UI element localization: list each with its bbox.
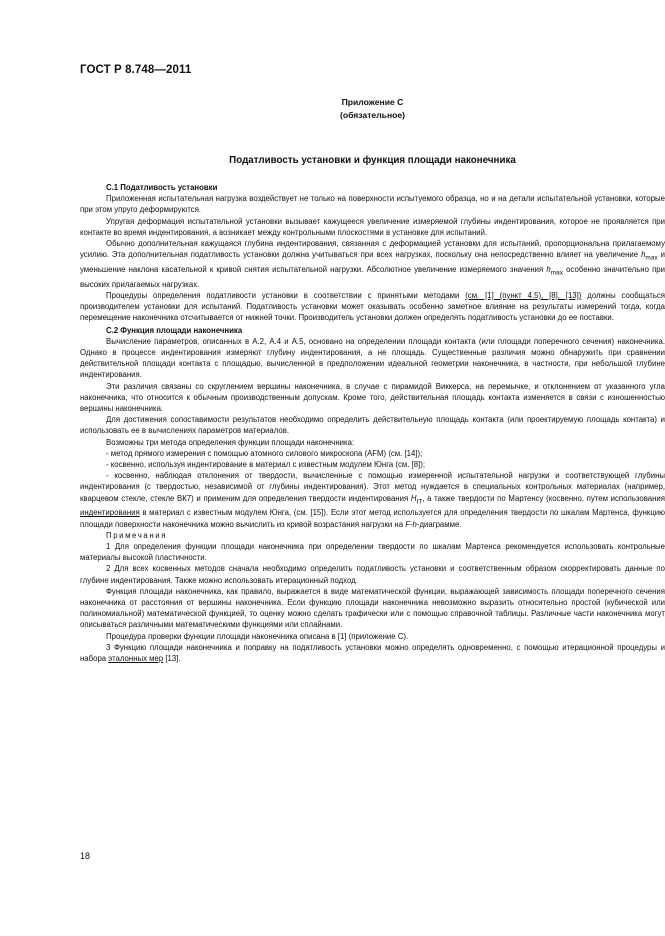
paragraph: Процедуры определения податливости установки в соответствии с принятыми методами (см. [1] (пункт 4.5), [8], [13]) должны сообщаться производителем установки для испытаний. Податливость установки может оказывать особенно заметное влияние на результаты измерений тогда, когда перемещение наконечника отсчитывается от нижней точки. Производитель установки должен определять податливость установки до ее поставки. [80, 290, 665, 323]
appendix-block [80, 96, 665, 122]
paragraph: Обычно дополнительная кажущаяся глубина индентирования, связанная с деформацией установки для испытаний, пропорциональна прилагаемому усилию. Эта дополнительная податливость установки должна учитываться при всех нагрузках, поскольку она непосредственно влияет на увеличение $h_{max}$ и уменьшение наклона касательной к кривой снятия испытательной нагрузки. Абсолютное увеличение измеряемого значения $h_{max}$ особенно значительно при высоких прилагаемых нагрузках. [80, 239, 665, 289]
paragraph: Процедура проверки функции площади наконечника описана в [1] (приложение С). [106, 631, 409, 641]
note-2: 2 Для всех косвенных методов сначала необходимо определить податливость установки и соответственным образом скорректировать данные по глубине индентирования. Также можно использовать итерационный подход. [80, 564, 665, 585]
note-3: 3 Функцию площади наконечника и поправку на податливость установки можно определять одновременно, с помощью итерационной процедуры и набора эталонных мер [13]. [80, 642, 665, 663]
term-link[interactable]: эталонных мер [108, 653, 164, 663]
paragraph: Эти различия связаны со скруглением вершины наконечника, в случае с пирамидой Виккерса, на перемычке, и отклонением от указанного угла наконечника, что относится к обычным производственным допускам. Кроме того, действительная площадь контакта изменяется в связи с изношенностью вершины наконечника. [80, 381, 665, 413]
section-heading-c2: С.2 Функция площади наконечника [106, 325, 243, 335]
appendix-label: Приложение С [341, 97, 404, 107]
list-item: - косвенно, используя индентирование в материал с известным модулем Юнга (см. [8]); [106, 459, 425, 469]
paragraph: Для достижения сопоставимости результатов необходимо определить действительную площадь контакта (или проектируемую площадь контакта) и использовать ее в вычислениях параметров материалов. [80, 415, 665, 436]
paragraph: Возможны три метода определения функции площади наконечника: [106, 437, 355, 447]
paragraph: Приложенная испытательная нагрузка воздействует не только на поверхности испытуемого образца, но и на детали испытательной установки, которые при этом упруго деформируются. [80, 194, 665, 215]
paragraph: Функция площади наконечника, как правило, выражается в виде математической функции, выражающей зависимость площади поперечного сечения наконечника от расстояния от вершины наконечника. Если функцию площади наконечника невозможно выразить относительно простой (кубической или полиномиальной) математической функцией, то оценку можно сделать графически или с помощью справочной таблицы. Различные части наконечника могут описываться различными математическими функциями или сплайнами. [80, 586, 665, 630]
paragraph: Вычисление параметров, описанных в А.2, А.4 и А.5, основано на определении площади контакта (или площади поперечного сечения) наконечника. Однако в процессе индентирования измеряют глубину индентирования, а не площадь. Существенные различия можно обнаружить при сравнении действительной площади контакта с площадью, вычисленной в предположении идеальной геометрии наконечника, в частности, при небольшой глубине индентирования. [80, 336, 665, 380]
note-1: 1 Для определения функции площади наконечника при определении твердости по шкалам Мартенса рекомендуется использовать контрольные материалы высокой пластичности. [80, 541, 665, 563]
notes-heading: Примечания [106, 530, 168, 540]
list-item: - косвенно, наблюдая отклонения от твердости, вычисленные с помощью измеренной испытательной нагрузки и соответствующей глубины индентирования (с твердостью, независимой от глубины индентирования). Этот метод нуждается в специальных контрольных материалах (например, кварцевом стекле, стекле ВК7) и применим для определения твердости индентирования $H_{IT}$, а также твердости по Мартенсу (косвенно, путем использования индентирования в материал с известным модулем Юнга, (см. [15]). Если этот метод используется для определения твердости по шкалам Мартенса, функцию площади поверхности наконечника можно вычислить из кривой возрастания нагрузки на F-h-диаграмме. [80, 471, 665, 529]
paragraph: Упругая деформация испытательной установки вызывает кажущееся увеличение измеряемой глубины индентирования, которое не проявляется при контакте во время индентирования, а возникает между контрольными плоскостями в установке для испытаний. [80, 216, 665, 237]
reference-link[interactable]: (см. [1] (пункт 4.5), [8], [13]) [465, 290, 582, 300]
section-heading-c1: С.1 Податливость установки [106, 183, 218, 192]
appendix-type: (обязательное) [339, 110, 406, 120]
term-link[interactable]: индентирования [80, 508, 140, 518]
list-item: - метод прямого измерения с помощью атомного силового микроскопа (AFM) (см. [14]); [106, 448, 423, 458]
page-number: 18 [80, 851, 91, 861]
appendix-title: Податливость установки и функция площади наконечника [229, 155, 516, 166]
document-code: ГОСТ Р 8.748—2011 [80, 64, 192, 76]
document-body [80, 181, 665, 664]
